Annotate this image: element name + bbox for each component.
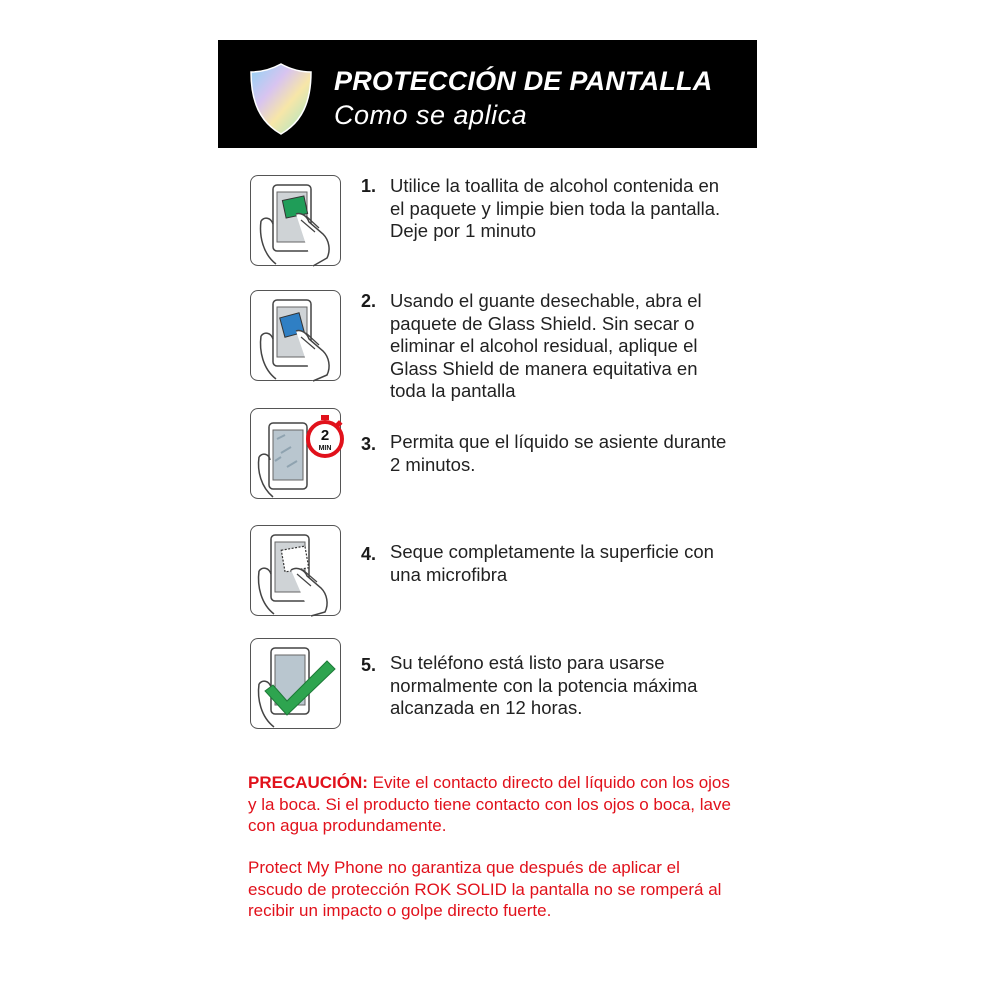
step-text: Su teléfono está listo para usarse normalmente con la potencia máxima alcanzada en 12 horas. — [390, 652, 698, 718]
step-number: 5. — [361, 655, 377, 675]
step-number: 4. — [361, 544, 377, 564]
step-text: Seque completamente la superficie con una microfibra — [390, 541, 714, 585]
step-text: Usando el guante desechable, abra el paquete de Glass Shield. Sin secar o eliminar el alcohol residual, aplique el Glass Shield de manera equitativa en toda la pantalla — [390, 290, 702, 401]
step-number: 2. — [361, 291, 377, 311]
warning-label: PRECAUCIÓN: — [248, 773, 368, 792]
warning-note — [248, 772, 738, 837]
disclaimer-note: Protect My Phone no garantiza que después de aplicar el escudo de protección ROK SOLID la pantalla no se romperá al recibir un impacto o golpe directo fuerte. — [248, 858, 722, 920]
header-banner — [218, 40, 757, 148]
page-subtitle: Como se aplica — [334, 100, 528, 130]
shield-icon — [248, 62, 314, 136]
step-number: 3. — [361, 434, 377, 454]
timer-unit: MIN — [318, 445, 332, 452]
phone-checkmark-icon — [250, 638, 341, 729]
warning-text: Evite el contacto directo del líquido con los ojos y la boca. Si el producto tiene contacto con los ojos o boca, lave con agua produndamente. — [248, 773, 731, 835]
step-text: Permita que el líquido se asiente durante 2 minutos. — [390, 431, 727, 475]
phone-timer-icon — [250, 408, 341, 499]
hand-wipe-green-cloth-icon — [250, 175, 341, 266]
step-number: 1. — [361, 176, 377, 196]
step-text: Utilice la toallita de alcohol contenida en el paquete y limpie bien toda la pantalla. Deje por 1 minuto — [390, 175, 721, 241]
hand-apply-blue-liquid-icon — [250, 290, 341, 381]
timer-value: 2 — [320, 427, 330, 444]
page-title: PROTECCIÓN DE PANTALLA — [334, 66, 713, 96]
hand-microfiber-icon — [250, 525, 341, 616]
